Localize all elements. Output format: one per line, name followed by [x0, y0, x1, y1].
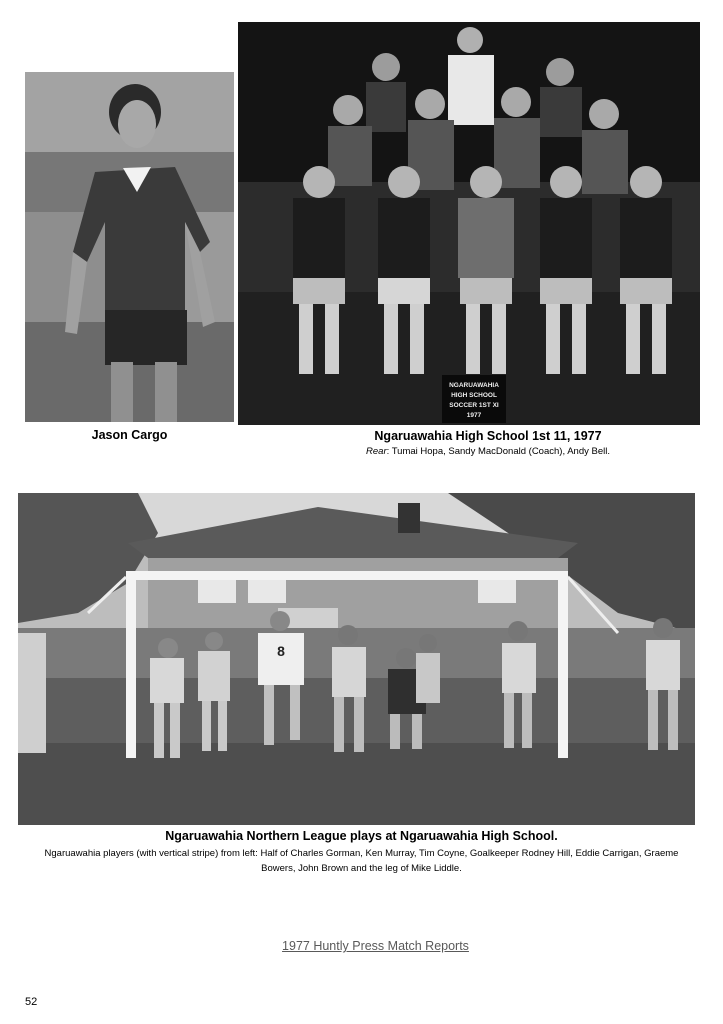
jason-cargo-photo	[25, 72, 234, 422]
sign-line-1: NGARUAWAHIA	[449, 382, 499, 389]
sign-line-2: HIGH SCHOOL	[451, 392, 497, 399]
rear-label: Rear	[366, 446, 387, 457]
team-photo-caption-title: Ngaruawahia High School 1st 11, 1977	[374, 429, 602, 443]
team-photo-caption-rear	[238, 444, 723, 459]
rear-names: : Tumai Hopa, Sandy MacDonald (Coach), Andy Bell.	[386, 446, 610, 457]
match-photo-caption-text: Ngaruawahia players (with vertical stripe) from left: Half of Charles Gorman, Ken Murray, Tim Coyne, Goalkeeper Rodney Hill, Eddie Carrigan, Graeme Bowers, John Brown and the leg of Mike Liddle.	[44, 848, 679, 874]
sign-line-3: SOCCER 1ST XI	[449, 402, 499, 409]
match-photo-caption-title: Ngaruawahia Northern League plays at Ngaruawahia High School.	[165, 829, 558, 843]
sign-line-4: 1977	[466, 412, 482, 419]
page-number: 52	[25, 996, 38, 1008]
team-photo	[238, 22, 700, 425]
match-reports-link[interactable]: 1977 Huntly Press Match Reports	[282, 939, 469, 953]
jason-cargo-caption: Jason Cargo	[91, 428, 168, 442]
shirt-number: 8	[277, 643, 285, 659]
match-photo	[18, 493, 695, 825]
